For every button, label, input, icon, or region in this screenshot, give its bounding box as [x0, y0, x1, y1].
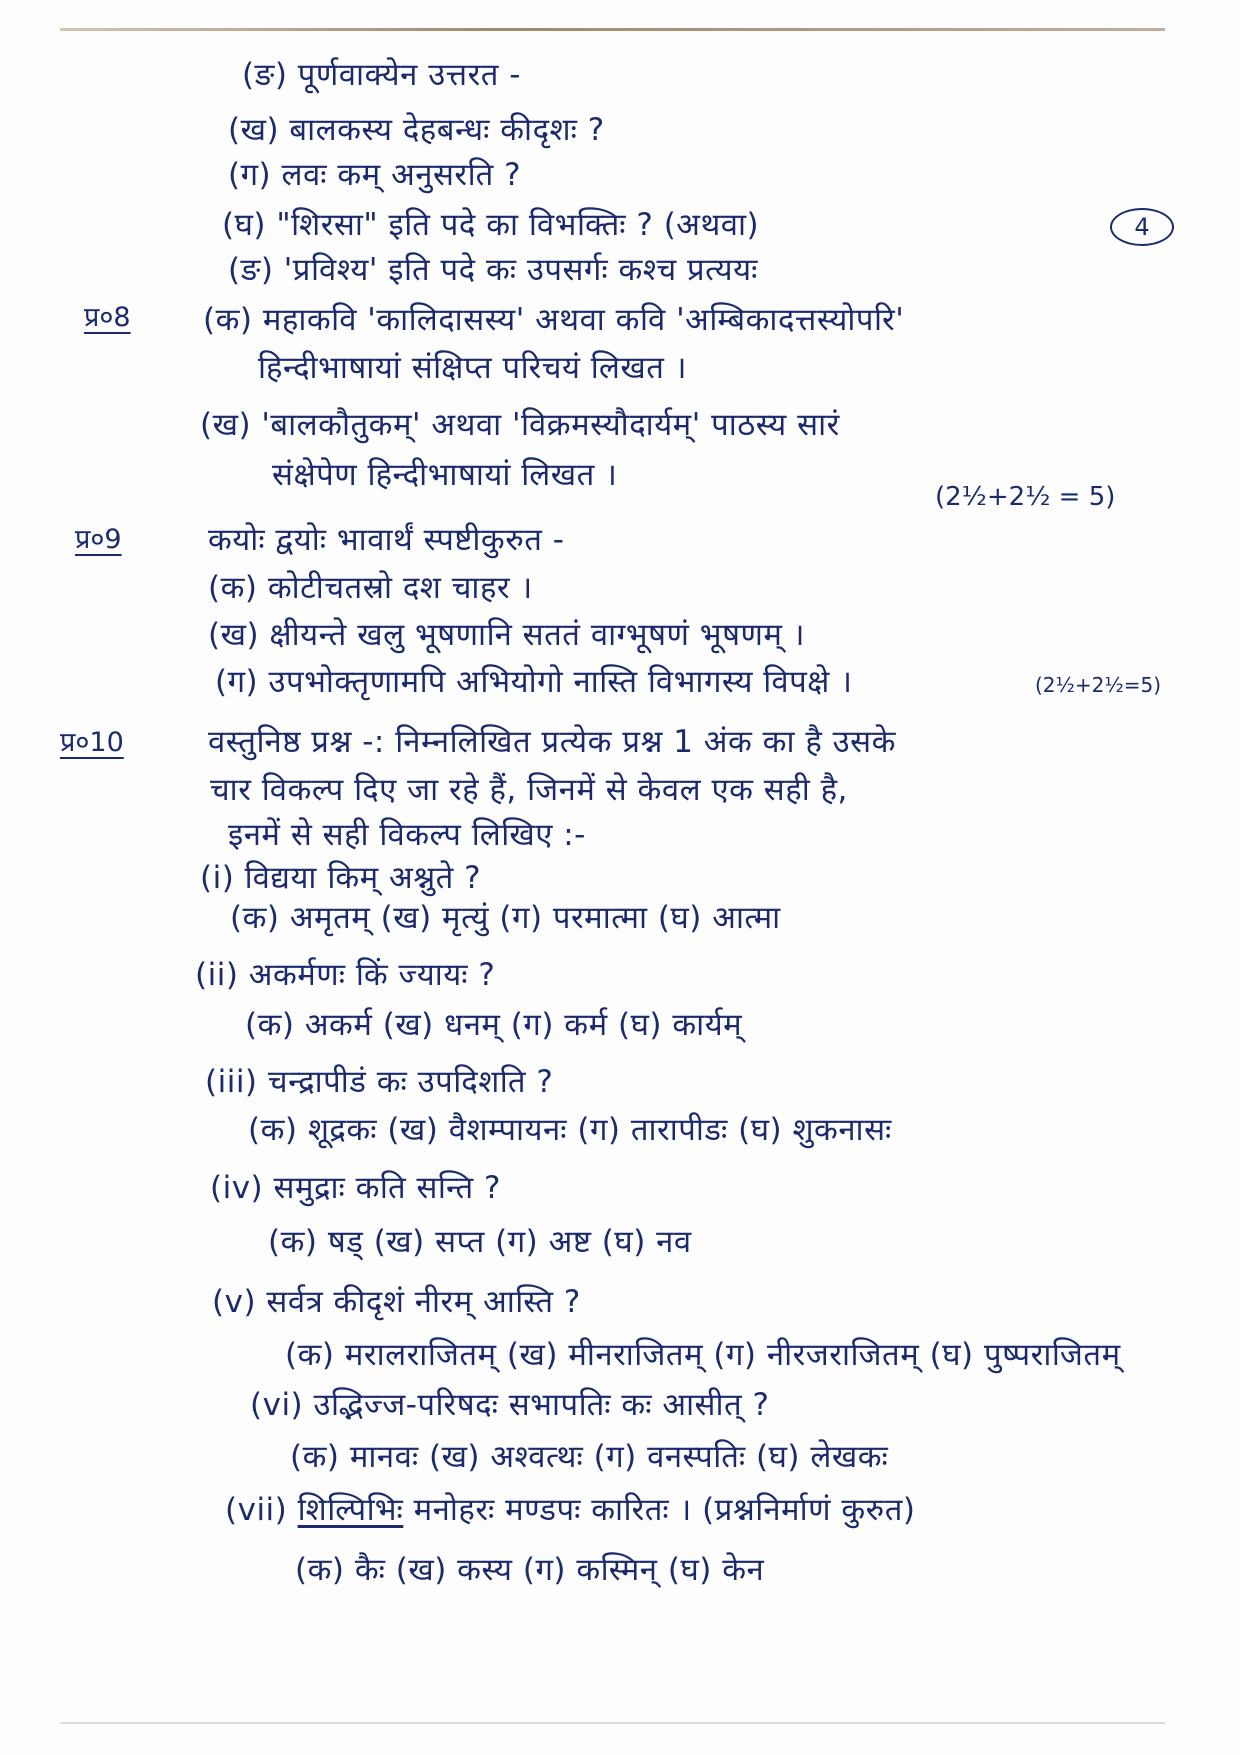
text-line: (iii) चन्द्रापीडं कः उपदिशति ? — [205, 1064, 554, 1100]
text-line: (क) कैः (ख) कस्य (ग) कस्मिन् (घ) केन — [295, 1552, 765, 1588]
text-line: इनमें से सही विकल्प लिखिए :- — [228, 817, 586, 853]
question-number: प्र०10 — [60, 727, 124, 758]
text-line: (क) महाकवि 'कालिदासस्य' अथवा कवि 'अम्बिकादत्तस्योपरि' — [203, 302, 905, 338]
marks-label: (2½+2½ = 5) — [935, 482, 1116, 512]
text-line: चार विकल्प दिए जा रहे हैं, जिनमें से केवल एक सही है, — [210, 772, 848, 808]
bottom-edge-line — [60, 1722, 1165, 1724]
text-line: (ख) क्षीयन्ते खलु भूषणानि सततं वाग्भूषणं भूषणम् । — [208, 617, 806, 653]
text-line: (ख) 'बालकौतुकम्' अथवा 'विक्रमस्यौदार्यम्' पाठस्य सारं — [200, 407, 840, 443]
text-line: हिन्दीभाषायां संक्षिप्त परिचयं लिखत । — [258, 350, 687, 386]
text-line: (क) अमृतम् (ख) मृत्युं (ग) परमात्मा (घ) आत्मा — [230, 900, 781, 936]
text-line: (iv) समुद्राः कति सन्ति ? — [210, 1170, 501, 1206]
text-line: (क) अकर्म (ख) धनम् (ग) कर्म (घ) कार्यम् — [245, 1007, 743, 1043]
text-line: वस्तुनिष्ठ प्रश्न -: निम्नलिखित प्रत्येक प्रश्न 1 अंक का है उसके — [208, 724, 896, 760]
text-line: (ख) बालकस्य देहबन्धः कीदृशः ? — [228, 112, 605, 148]
circled-marks: 4 — [1110, 208, 1174, 246]
underlined-word: शिल्पिभिः — [297, 1492, 404, 1528]
text-line: (क) मानवः (ख) अश्वत्थः (ग) वनस्पतिः (घ) लेखकः — [290, 1439, 889, 1475]
question-number: प्र०9 — [75, 524, 122, 555]
text-line: (vi) उद्भिज्ज-परिषदः सभापतिः कः आसीत् ? — [250, 1387, 770, 1423]
text-line: (क) कोटीचतस्रो दश चाहर । — [208, 570, 533, 606]
text-line: (i) विद्यया किम् अश्नुते ? — [200, 860, 482, 896]
text-line: (क) शूद्रकः (ख) वैशम्पायनः (ग) तारापीडः (घ) शुकनासः — [248, 1112, 892, 1148]
text-line: (ङ) पूर्णवाक्येन उत्तरत - — [242, 57, 521, 93]
text-line: संक्षेपेण हिन्दीभाषायां लिखत । — [272, 457, 618, 493]
text-line: (क) मरालराजितम् (ख) मीनराजितम् (ग) नीरजराजितम् (घ) पुष्पराजितम् — [285, 1337, 1121, 1373]
text-line: (घ) "शिरसा" इति पदे का विभक्तिः ? (अथवा) — [222, 207, 760, 243]
text-line: (ग) उपभोक्तृणामपि अभियोगो नास्ति विभागस्य विपक्षे । — [215, 664, 853, 700]
text-line: (क) षड् (ख) सप्त (ग) अष्ट (घ) नव — [268, 1224, 692, 1260]
text-line: (ङ) 'प्रविश्य' इति पदे कः उपसर्गः कश्च प्रत्ययः — [228, 252, 758, 288]
text-line: (v) सर्वत्र कीदृशं नीरम् आस्ति ? — [212, 1284, 581, 1320]
marks-label: (2½+2½=5) — [1035, 673, 1162, 697]
text-line: (ii) अकर्मणः किं ज्यायः ? — [195, 957, 496, 993]
text-line — [225, 1490, 915, 1530]
text-line: कयोः द्वयोः भावार्थं स्पष्टीकुरुत - — [208, 522, 565, 558]
text-line: (ग) लवः कम् अनुसरति ? — [228, 157, 522, 193]
top-edge-line — [60, 28, 1165, 31]
text-span: मनोहरः मण्डपः कारितः । (प्रश्ननिर्माणं कुरुत) — [403, 1492, 916, 1528]
question-number: प्र०8 — [84, 302, 131, 333]
roman-numeral: (vii) — [225, 1492, 288, 1528]
